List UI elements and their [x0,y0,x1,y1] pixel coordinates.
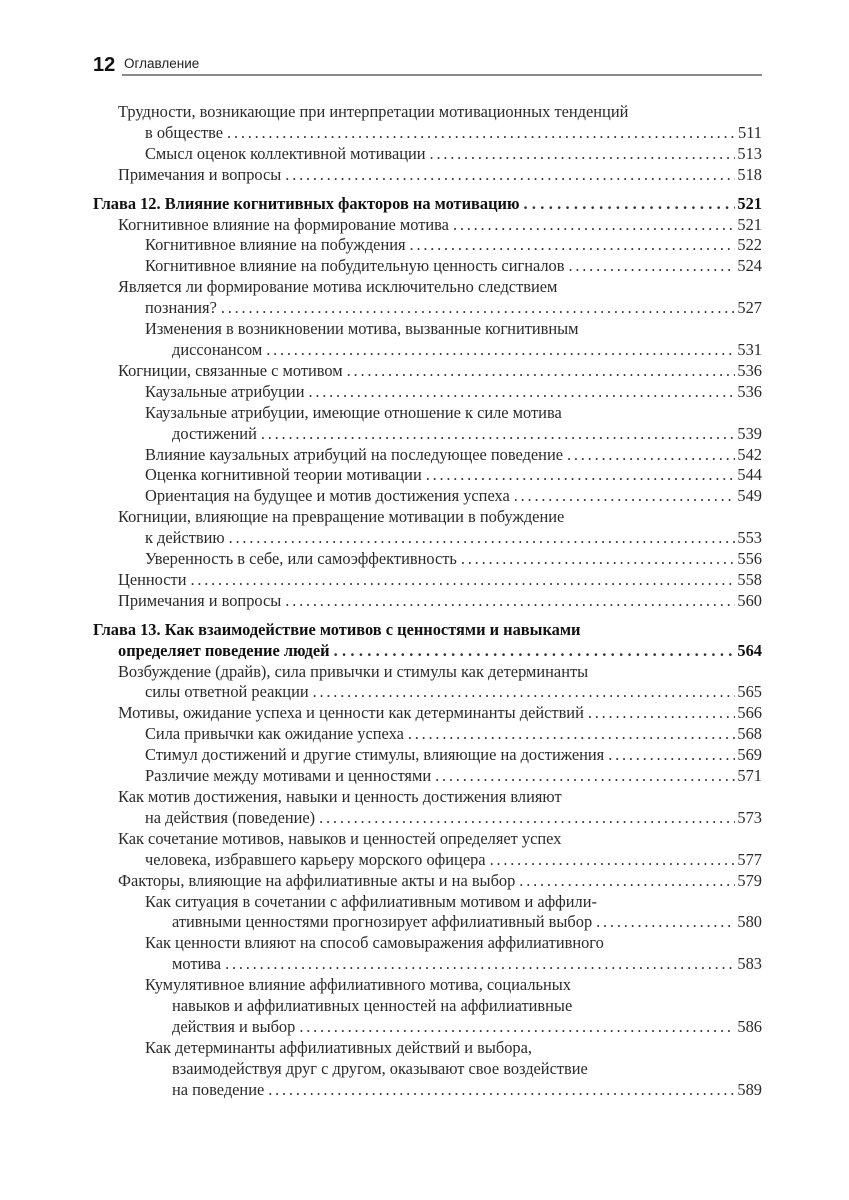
toc-entry[interactable] [93,933,762,975]
toc-page-number: 565 [737,682,762,702]
toc-page-number: 536 [737,360,762,380]
toc-page-number: 513 [737,143,762,163]
toc-entry-title-line: ативными ценностями прогнозирует аффилиативный выбор [172,912,593,932]
toc-entry[interactable] [93,745,762,766]
dot-leader [334,641,736,662]
toc-page-number: 589 [737,1079,762,1099]
toc-entry-title-line: Как ценности влияют на способ самовыражения аффилиативного [145,933,604,953]
toc-entry[interactable] [93,570,762,591]
toc-entry[interactable] [93,403,762,445]
dot-leader [453,215,735,236]
dot-leader [308,382,735,403]
page-header [93,50,762,78]
toc-page-number: 571 [737,766,762,786]
toc-entry-title-line: Глава 13. Как взаимодействие мотивов с ценностями и навыками [93,619,581,639]
toc-entry[interactable] [93,361,762,382]
dot-leader [524,194,736,215]
toc-page-number: 553 [737,528,762,548]
toc-entry-title-line: Как сочетание мотивов, навыков и ценностей определяет успех [118,828,562,848]
dot-leader [426,465,736,486]
toc-entry-last-line [93,724,762,745]
toc-entry-title-line: познания? [145,298,217,318]
dot-leader [285,165,735,186]
dot-leader [225,954,735,975]
toc-entry-last-line [93,340,762,361]
toc-entry[interactable] [93,486,762,507]
dot-leader [299,1017,735,1038]
toc-entry-title-line: Каузальные атрибуции, имеющие отношение к силе мотива [145,402,562,422]
toc-entry-last-line [93,445,762,466]
toc-entry-title-line: на действия (поведение) [145,807,316,827]
toc-entry-last-line [93,486,762,507]
toc-entry-last-line [93,641,762,662]
toc-entry-last-line [93,808,762,829]
toc-entry-title-line: Примечания и вопросы [118,164,282,184]
toc-entry-title-line: Когнитивное влияние на формирование мотива [118,214,449,234]
toc-entry-last-line [93,912,762,933]
toc-entry-last-line [93,215,762,236]
toc-entry-title-line: на поведение [172,1079,265,1099]
toc-page-number: 573 [737,807,762,827]
toc-entry-last-line [93,549,762,570]
toc-entry-title-line: Когнитивное влияние на побуждения [145,235,406,255]
dot-leader [347,361,736,382]
toc-entry[interactable] [93,829,762,871]
toc-entry-last-line [93,361,762,382]
toc-entry-title-line: Стимул достижений и другие стимулы, влияющие на достижения [145,745,605,765]
toc-entry-last-line [93,194,762,215]
toc-entry-title-line: в обществе [145,122,224,142]
toc-entry-last-line [93,382,762,403]
toc-entry-last-line [93,682,762,703]
dot-leader [567,445,735,466]
toc-entry[interactable] [93,787,762,829]
toc-entry[interactable] [93,975,762,1038]
toc-page-number: 527 [737,298,762,318]
toc-entry-title-line: Как ситуация в сочетании с аффилиативным мотивом и аффили- [145,891,597,911]
toc-entry-last-line [93,871,762,892]
toc-entry-last-line [93,850,762,871]
dot-leader [266,340,735,361]
toc-entry-title-line: Различие между мотивами и ценностями [145,766,432,786]
toc-entry-title-line: силы ответной реакции [145,682,309,702]
toc-entry[interactable] [93,165,762,186]
toc-page-number: 511 [738,122,762,142]
dot-leader [514,486,736,507]
toc-page-number: 556 [737,549,762,569]
dot-leader [221,298,736,319]
toc-entry[interactable] [93,235,762,256]
toc-page-number: 558 [737,569,762,589]
toc-page-number: 542 [737,444,762,464]
toc-entry[interactable] [93,382,762,403]
toc-entry[interactable] [93,549,762,570]
toc-entry-last-line [93,570,762,591]
dot-leader [319,808,735,829]
toc-chapter-entry[interactable] [93,194,762,215]
header-rule [122,74,762,76]
dot-leader [596,912,735,933]
running-title: Оглавление [124,56,200,71]
dot-leader [608,745,735,766]
toc-entry[interactable] [93,703,762,724]
toc-entry[interactable] [93,724,762,745]
toc-entry[interactable] [93,1038,762,1101]
dot-leader [190,570,735,591]
toc-entry[interactable] [93,507,762,549]
table-of-contents [93,102,762,1101]
toc-entry-last-line [93,703,762,724]
toc-entry[interactable] [93,102,762,144]
toc-entry-title-line: Кумулятивное влияние аффилиативного мотива, социальных [145,975,571,995]
dot-leader [408,724,736,745]
toc-page-number: 544 [737,465,762,485]
toc-entry-title-line: Смысл оценок коллективной мотивации [145,143,426,163]
toc-page-number: 566 [737,703,762,723]
toc-entry-title-line: взаимодействуя друг с другом, оказывают свое воздействие [172,1058,588,1078]
toc-entry-title-line: Является ли формирование мотива исключительно следствием [118,277,558,297]
toc-page-number: 569 [737,745,762,765]
toc-entry-last-line [93,1080,762,1101]
toc-page-number: 568 [737,724,762,744]
toc-entry-last-line [93,256,762,277]
toc-entry[interactable] [93,277,762,319]
toc-page-number: 549 [737,486,762,506]
toc-entry-title-line: мотива [172,954,222,974]
toc-entry-title-line: Примечания и вопросы [118,590,282,610]
toc-entry-title-line: действия и выбор [172,1016,296,1036]
toc-entry-title-line: Ориентация на будущее и мотив достижения успеха [145,486,510,506]
toc-entry-title-line: Трудности, возникающие при интерпретации мотивационных тенденций [118,102,629,121]
toc-page-number: 518 [737,164,762,184]
toc-entry-last-line [93,165,762,186]
dot-leader [519,871,735,892]
toc-entry-last-line [93,144,762,165]
toc-entry-title-line: определяет поведение людей [118,640,330,660]
toc-page-number: 539 [737,423,762,443]
toc-entry[interactable] [93,871,762,892]
toc-page-number: 564 [737,640,762,660]
toc-entry[interactable] [93,445,762,466]
toc-entry-title-line: Когниции, связанные с мотивом [118,360,343,380]
toc-entry[interactable] [93,215,762,236]
toc-page-number: 521 [737,193,762,213]
toc-page-number: 579 [737,870,762,890]
toc-entry[interactable] [93,319,762,361]
toc-entry-title-line: Ценности [118,569,187,589]
toc-entry-title-line: диссонансом [172,339,263,359]
toc-entry[interactable] [93,766,762,787]
toc-entry[interactable] [93,256,762,277]
dot-leader [410,235,736,256]
toc-entry-title-line: Изменения в возникновении мотива, вызванные когнитивным [145,319,579,339]
toc-entry-last-line [93,591,762,612]
dot-leader [313,682,736,703]
toc-page-number: 580 [737,912,762,932]
dot-leader [430,144,736,165]
toc-entry-title-line: навыков и аффилиативных ценностей на аффилиативные [172,996,573,1016]
toc-entry-title-line: Глава 12. Влияние когнитивных факторов на мотивацию [93,193,520,213]
toc-entry-title-line: Как мотив достижения, навыки и ценность достижения влияют [118,787,562,806]
toc-entry-last-line [93,766,762,787]
dot-leader [461,549,736,570]
dot-leader [268,1080,735,1101]
toc-page-number: 521 [737,214,762,234]
toc-entry-last-line [93,745,762,766]
toc-entry-last-line [93,424,762,445]
toc-page-number: 560 [737,590,762,610]
toc-entry-title-line: Мотивы, ожидание успеха и ценности как детерминанты действий [118,703,584,723]
dot-leader [569,256,736,277]
dot-leader [588,703,736,724]
toc-entry[interactable] [93,591,762,612]
dot-leader [261,424,736,445]
toc-entry-title-line: Влияние каузальных атрибуций на последующее поведение [145,444,563,464]
toc-chapter-entry[interactable] [93,620,762,662]
toc-entry-title-line: Уверенность в себе, или самоэффективность [145,549,457,569]
toc-entry-title-line: Как детерминанты аффилиативных действий и выбора, [145,1037,532,1057]
toc-entry-last-line [93,123,762,144]
toc-entry[interactable] [93,465,762,486]
toc-entry-title-line: Когнитивное влияние на побудительную ценность сигналов [145,256,565,276]
toc-entry-last-line [93,465,762,486]
dot-leader [490,850,736,871]
toc-page-number: 531 [737,339,762,359]
toc-page-number: 524 [737,256,762,276]
toc-page-number: 586 [737,1016,762,1036]
toc-entry-title-line: Сила привычки как ожидание успеха [145,724,404,744]
toc-page-number: 583 [737,954,762,974]
toc-entry-title-line: Каузальные атрибуции [145,381,305,401]
toc-entry-title-line: человека, избравшего карьеру морского офицера [145,849,486,869]
toc-entry[interactable] [93,892,762,934]
toc-entry-title-line: Когниции, влияющие на превращение мотивации в побуждение [118,507,565,527]
toc-entry[interactable] [93,662,762,704]
toc-entry-last-line [93,954,762,975]
toc-entry-title-line: к действию [145,528,225,548]
toc-entry-title-line: Факторы, влияющие на аффилиативные акты и на выбор [118,870,516,890]
toc-entry[interactable] [93,144,762,165]
dot-leader [285,591,735,612]
toc-page-number: 577 [737,849,762,869]
toc-entry-last-line [93,528,762,549]
toc-page-number: 536 [737,381,762,401]
page-number: 12 [93,54,116,76]
toc-entry-title-line: Оценка когнитивной теории мотивации [145,465,422,485]
dot-leader [229,528,736,549]
toc-entry-title-line: Возбуждение (драйв), сила привычки и стимулы как детерминанты [118,661,589,681]
toc-entry-last-line [93,235,762,256]
toc-entry-title-line: достижений [172,423,257,443]
toc-entry-last-line [93,1017,762,1038]
dot-leader [435,766,735,787]
dot-leader [227,123,736,144]
toc-page-number: 522 [737,235,762,255]
toc-entry-last-line [93,298,762,319]
